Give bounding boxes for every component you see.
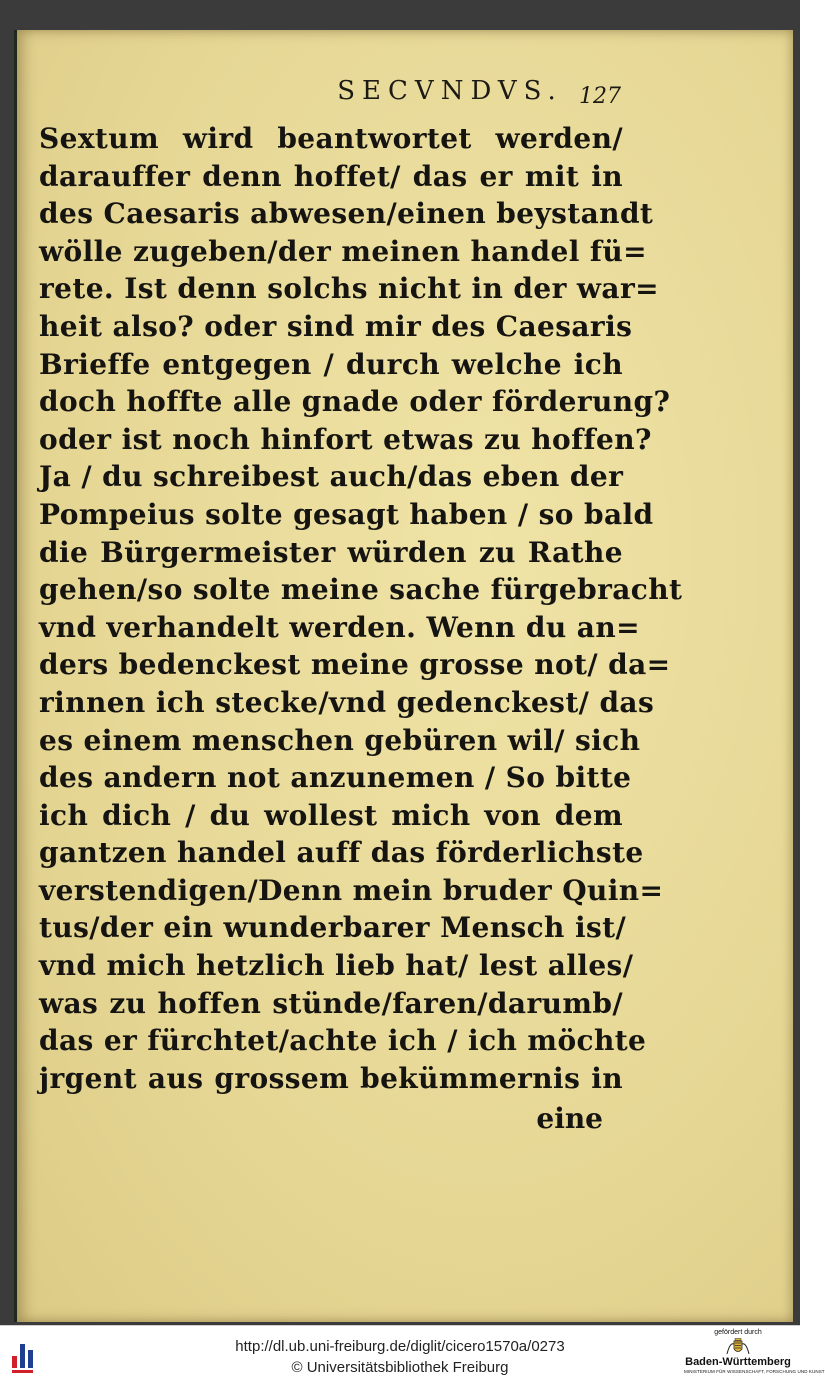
running-head: SECVNDVS. (337, 76, 563, 106)
viewer-footer (0, 1325, 825, 1384)
text-line: es einem menschen gebüren wil/ sich (39, 723, 641, 757)
text-line: Ja / du schreibest auch/das eben der (39, 460, 624, 494)
text-line: jrgent aus grossem bekümmernis in (39, 1061, 623, 1095)
sponsor-block (684, 1328, 825, 1382)
text-line: darauffer denn hoffet/ das er mit in (39, 159, 623, 193)
sponsor-name: Baden-Württemberg (685, 1356, 791, 1368)
coat-of-arms-icon (725, 1338, 751, 1356)
text-line: ders bedenckest meine grosse not/ da= (39, 648, 671, 682)
copyright-notice: © Universitätsbibliothek Freiburg (291, 1359, 509, 1376)
text-line: des andern not anzunemen / So bitte (39, 761, 632, 795)
book-page (14, 30, 793, 1322)
text-line: die Bürgermeister würden zu Rathe (39, 535, 623, 569)
sponsor-label: gefördert durch (714, 1329, 762, 1336)
text-line: oder ist noch hinfort etwas zu hoffen? (39, 422, 652, 456)
text-line: rinnen ich stecke/vnd gedenckest/ das (39, 685, 655, 719)
text-line: heit also? oder sind mir des Caesaris (39, 309, 633, 343)
text-line: Pompeius solte gesagt haben / so bald (39, 497, 654, 531)
text-line: verstendigen/Denn mein bruder Quin= (39, 873, 664, 907)
page-number: 127 (579, 84, 621, 109)
text-line: gantzen handel auff das förderlichste (39, 836, 644, 870)
permalink-url[interactable]: http://dl.ub.uni-freiburg.de/diglit/cicero1570a/0273 (235, 1338, 565, 1355)
text-line: doch hoffte alle gnade oder förderung? (39, 385, 671, 419)
text-line: vnd mich hetzlich lieb hat/ lest alles/ (39, 949, 634, 983)
text-line: was zu hoffen stünde/faren/darumb/ (39, 986, 623, 1020)
text-line: Sextum wird beantwortet werden/ (39, 122, 623, 155)
text-line: tus/der ein wunderbarer Mensch ist/ (39, 911, 627, 945)
text-line: ich dich / du wollest mich von dem (39, 798, 623, 832)
text-line: das er fürchtet/achte ich / ich möchte (39, 1024, 647, 1058)
text-line: gehen/so solte meine sache fürgebracht (39, 573, 683, 607)
catchword: eine (536, 1102, 603, 1135)
body-text (39, 120, 683, 1097)
sponsor-ministry: MINISTERIUM FÜR WISSENSCHAFT, FORSCHUNG UND KUNST (684, 1369, 825, 1374)
text-line: des Caesaris abwesen/einen beystandt (39, 197, 654, 231)
text-line: wölle zugeben/der meinen handel fü= (39, 234, 647, 268)
text-line: vnd verhandelt werden. Wenn du an= (39, 610, 640, 644)
text-line: Brieffe entgegen / durch welche ich (39, 347, 623, 381)
text-line: rete. Ist denn solchs nicht in der war= (39, 272, 659, 306)
